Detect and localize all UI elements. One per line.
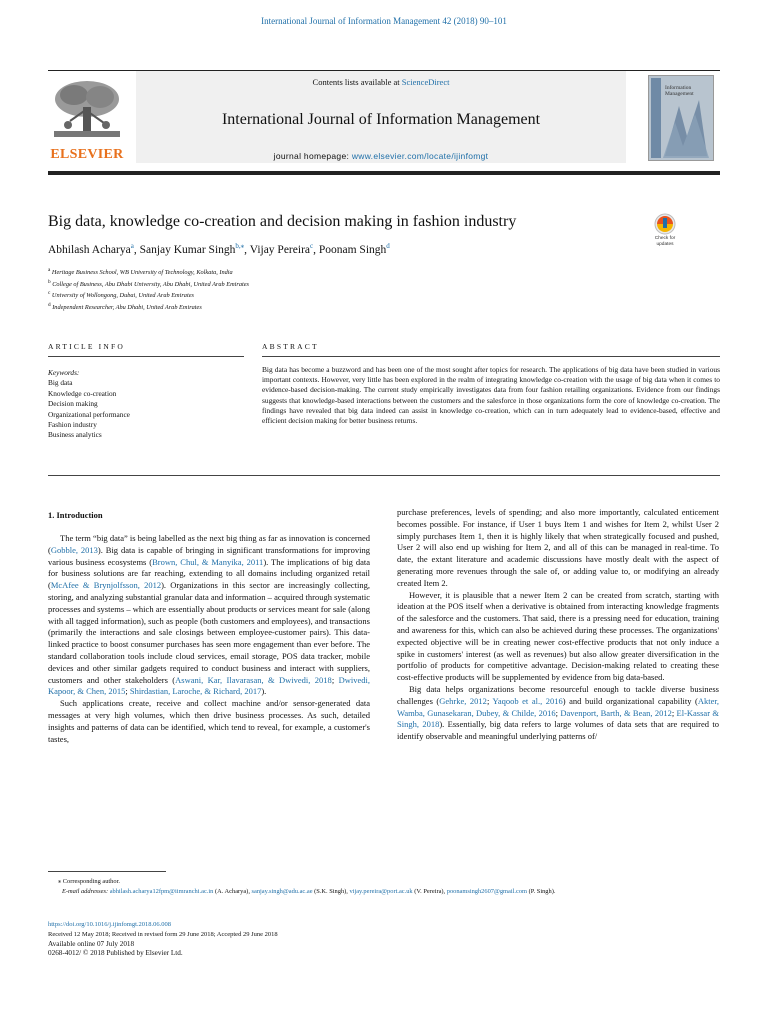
contents-line [136, 77, 626, 87]
citation-link[interactable]: Dwivedi, Kapoor, & Chen, 2015 [48, 674, 370, 697]
abstract-bottom-divider [48, 475, 720, 476]
affiliation-key: d [48, 302, 51, 309]
article-history: Received 12 May 2018; Received in revised form 29 June 2018; Accepted 29 June 2018 [48, 930, 278, 938]
journal-name: International Journal of Information Management [221, 111, 541, 128]
author-separator: , [133, 243, 140, 256]
cover-title [665, 85, 694, 97]
author-name: Vijay Pereira [249, 243, 310, 256]
email-owner: (A. Acharya), [213, 887, 252, 895]
cover-title-line-2: Management [665, 91, 694, 97]
author-separator: , [313, 243, 319, 256]
author-list [48, 242, 390, 256]
body-paragraph [48, 533, 370, 698]
keywords-label: Keywords: [48, 368, 80, 377]
affiliation-line [48, 289, 249, 301]
affiliation-text: University of Wollongong, Dubai, United Arab Emirates [51, 292, 194, 300]
body-text: ; [555, 707, 561, 718]
affiliations [48, 266, 249, 313]
keyword: Knowledge co-creation [48, 388, 117, 398]
email-owner: (S.K. Singh), [312, 887, 350, 895]
copyright-line: 0268-4012/ © 2018 Published by Elsevier Ltd. [48, 949, 183, 958]
footnotes [48, 877, 720, 897]
email-link[interactable]: vijay.pereira@port.ac.uk [349, 887, 413, 895]
author-affiliation-marker[interactable]: b,⁎ [235, 242, 245, 250]
body-text: ; [331, 674, 339, 685]
journal-masthead [48, 70, 720, 175]
body-text: Such applications create, receive and collect machine and/or sensor-generated data messages at very high volumes, which then drive business processes. As such, detailed insights and patterns of data can be identified, which tend to reveal, for example, a customer's tastes, [48, 698, 370, 744]
affiliation-text: College of Business, Abu Dhabi University, Abu Dhabi, United Arab Emirates [52, 280, 249, 288]
email-label: E-mail addresses: [62, 887, 110, 895]
elsevier-logo [48, 77, 126, 163]
abstract-text: Big data has become a buzzword and has been one of the most sought after topics for research. The applications of big data have been studied in various important contexts. However, very little has been explored in the realm of integrating knowledge co-creation with the usage of big data when it comes to evidence-based decision-making. The current study empirically investigates data from four fashion retailing organizations. Evidence from our findings suggests that knowledge-based interactions between the customers and the salesforce in those organizations form the core of knowledge co-creation. The findings have revealed that big data indeed can assist in knowledge co-creation, which can in turn adequately lead to evidence-based, effective and efficient decision making for better business returns. [262, 365, 720, 426]
email-owner: (P. Singh). [527, 887, 556, 895]
affiliation-text: Independent Researcher, Abu Dhabi, United Arab Emirates [52, 304, 202, 312]
contents-prefix: Contents lists available at [312, 77, 402, 87]
journal-citation[interactable]: International Journal of Information Management 42 (2018) 90–101 [261, 16, 507, 26]
keyword: Fashion industry [48, 420, 97, 430]
body-text: ; [125, 686, 130, 697]
masthead-center [136, 71, 626, 163]
citation-link[interactable]: Akter, Wamba, Gunasekaran, Dubey, & Childe, 2016 [397, 695, 719, 718]
citation-link[interactable]: Brown, Chul, & Manyika, 2011 [152, 556, 264, 567]
body-text: ; [486, 695, 493, 706]
body-paragraph [397, 507, 719, 590]
citation-link[interactable]: Yaqoob et al., 2016 [492, 695, 563, 706]
keyword: Business analytics [48, 430, 102, 440]
keyword: Decision making [48, 399, 98, 409]
author-affiliation-marker[interactable]: c [310, 242, 314, 250]
body-paragraph [397, 590, 719, 684]
available-online: Available online 07 July 2018 [48, 939, 135, 948]
article-title: Big data, knowledge co-creation and decision making in fashion industry [48, 213, 517, 230]
article-info-heading: ARTICLE INFO [48, 342, 125, 351]
section-heading-introduction: 1. Introduction [48, 510, 103, 520]
keyword: Big data [48, 378, 73, 388]
publication-info [48, 920, 278, 959]
publisher-logo-text: ELSEVIER [50, 147, 124, 162]
body-text: ). Organizations in this sector are increasingly collecting, storing, and analyzing substantial granular data and information – acquired through systematic processes and systems – which are essentially about products or services meant for sale (along with all tagged information), such as people (both customers and employees), and transactions (primarily the interactions and sale closings between employee-customer pairs). This data-linked practice to boost consumer purchases has seen more engagement than ever before. The standard collaboration tools include cloud services, email storage, POS data tracker, mobile devices and other similar gadgets required to conduct business and interact with suppliers, customers and other stakeholders ( [48, 580, 370, 685]
email-link[interactable]: poonamsingh2607@gmail.com [446, 887, 528, 895]
body-text: ; [671, 707, 677, 718]
check-updates-label: Check for updates [654, 236, 676, 247]
journal-cover-thumbnail[interactable] [648, 75, 714, 161]
citation-link[interactable]: Aswani, Kar, Ilavarasan, & Dwivedi, 2018 [175, 674, 332, 685]
author-separator: , [244, 243, 250, 256]
citation-link[interactable]: Shirdastian, Laroche, & Richard, 2017 [129, 686, 262, 697]
email-owner: (V. Pereira), [412, 887, 447, 895]
body-column-left [48, 533, 370, 745]
affiliation-key: b [48, 278, 51, 285]
body-text: The term “big data” is being labelled as the next big thing as far as innovation is concerned ( [48, 533, 370, 555]
citation-link[interactable]: El-Kassar & Singh, 2018 [397, 707, 719, 730]
affiliation-key: c [48, 290, 51, 297]
homepage-link[interactable]: www.elsevier.com/locate/ijinfomgt [351, 151, 489, 161]
body-text: purchase preferences, levels of spending; and also more importantly, calculated enticement becomes possible. For instance, if User 1 buys Item 1 and wishes for Item 2, whilst User 2 simply purchases Item 1, then it is highly likely that when strategically focused and pushed, User 2 will also end up wishing for Item 2, and all of this can be managed in real-time. To date, the extant literature and academic discussions have mostly dealt with the aspect of generating more revenues through the sale of, or adding value to, or modifying an already created Item 2. [397, 507, 719, 588]
body-text: Big data helps organizations become resourceful enough to tackle diverse business challenges ( [397, 683, 719, 706]
body-paragraph [48, 698, 370, 745]
body-text: ). [261, 686, 267, 697]
homepage-line [136, 151, 626, 161]
corresponding-note: ⁎ Corresponding author. [58, 878, 120, 885]
check-for-updates-badge[interactable] [646, 212, 684, 252]
keyword-list [48, 378, 130, 440]
affiliation-line [48, 266, 249, 278]
email-addresses [48, 887, 720, 897]
footnote-divider [48, 871, 166, 872]
keywords-block [48, 368, 130, 441]
affiliation-line [48, 301, 249, 313]
body-text: ). Big data is capable of bringing in significant transformations for improving various business ecosystems ( [48, 544, 370, 567]
author-affiliation-marker[interactable]: d [386, 242, 390, 250]
cover-title-line-1: Information [665, 85, 692, 91]
article-info-divider [48, 356, 244, 357]
email-link[interactable]: abhilash.acharya12fpm@iimranchi.ac.in [109, 887, 214, 895]
citation-link[interactable]: McAfee & Brynjolfsson, 2012 [50, 580, 162, 591]
abstract-heading: ABSTRACT [262, 342, 319, 351]
citation-link[interactable]: Davenport, Barth, & Bean, 2012 [560, 707, 672, 718]
body-text: ) and build organizational capability ( [562, 695, 698, 706]
author-name: Abhilash Acharya [48, 243, 131, 256]
homepage-prefix: journal homepage: [273, 151, 352, 161]
affiliation-key: a [48, 267, 51, 273]
author-name: Poonam Singh [318, 243, 387, 256]
author-affiliation-marker[interactable]: a [130, 242, 134, 250]
citation-link[interactable]: Gehrke, 2012 [439, 695, 487, 706]
citation-link[interactable]: Gobble, 2013 [50, 544, 98, 555]
abstract-divider [262, 356, 720, 357]
sciencedirect-link[interactable]: ScienceDirect [401, 77, 450, 87]
body-column-right [397, 507, 719, 743]
email-link[interactable]: sanjay.singh@adu.ac.ae [251, 887, 313, 895]
author-name: Sanjay Kumar Singh [139, 243, 236, 256]
affiliation-text: Heritage Business School, WB University of Technology, Kolkata, India [51, 269, 233, 277]
body-text: ). The implications of big data for business solutions are far reaching, extending to all domains including organized retail ( [48, 556, 370, 591]
keyword: Organizational performance [48, 409, 130, 419]
body-text: However, it is plausible that a newer Item 2 can be created from scratch, starting with ideation at the POS itself when a derivative is obtained from interacting knowledge fragments of the salesforce and the customers. That said, there is a pressing need for education, training and awareness for this, which can also be achieved during these processes. The organizations' expected objective will be in creating newer cost-effective products that not only induce a spike in customers' interest (as well as revenues) but also allow greater diversification in the portfolio of products for competitive advantage. Decision-making related to creating these cost-effective products will be supplemented by evidence from big data-based. [397, 589, 719, 683]
body-text: ). Essentially, big data refers to large volumes of data sets that are required to identify observable and meaningful underlying patterns of/ [397, 719, 720, 742]
affiliation-line [48, 278, 249, 290]
body-paragraph [397, 684, 719, 743]
tree-icon [48, 77, 126, 143]
doi-link[interactable]: https://doi.org/10.1016/j.ijinfomgt.2018.06.008 [48, 921, 172, 928]
